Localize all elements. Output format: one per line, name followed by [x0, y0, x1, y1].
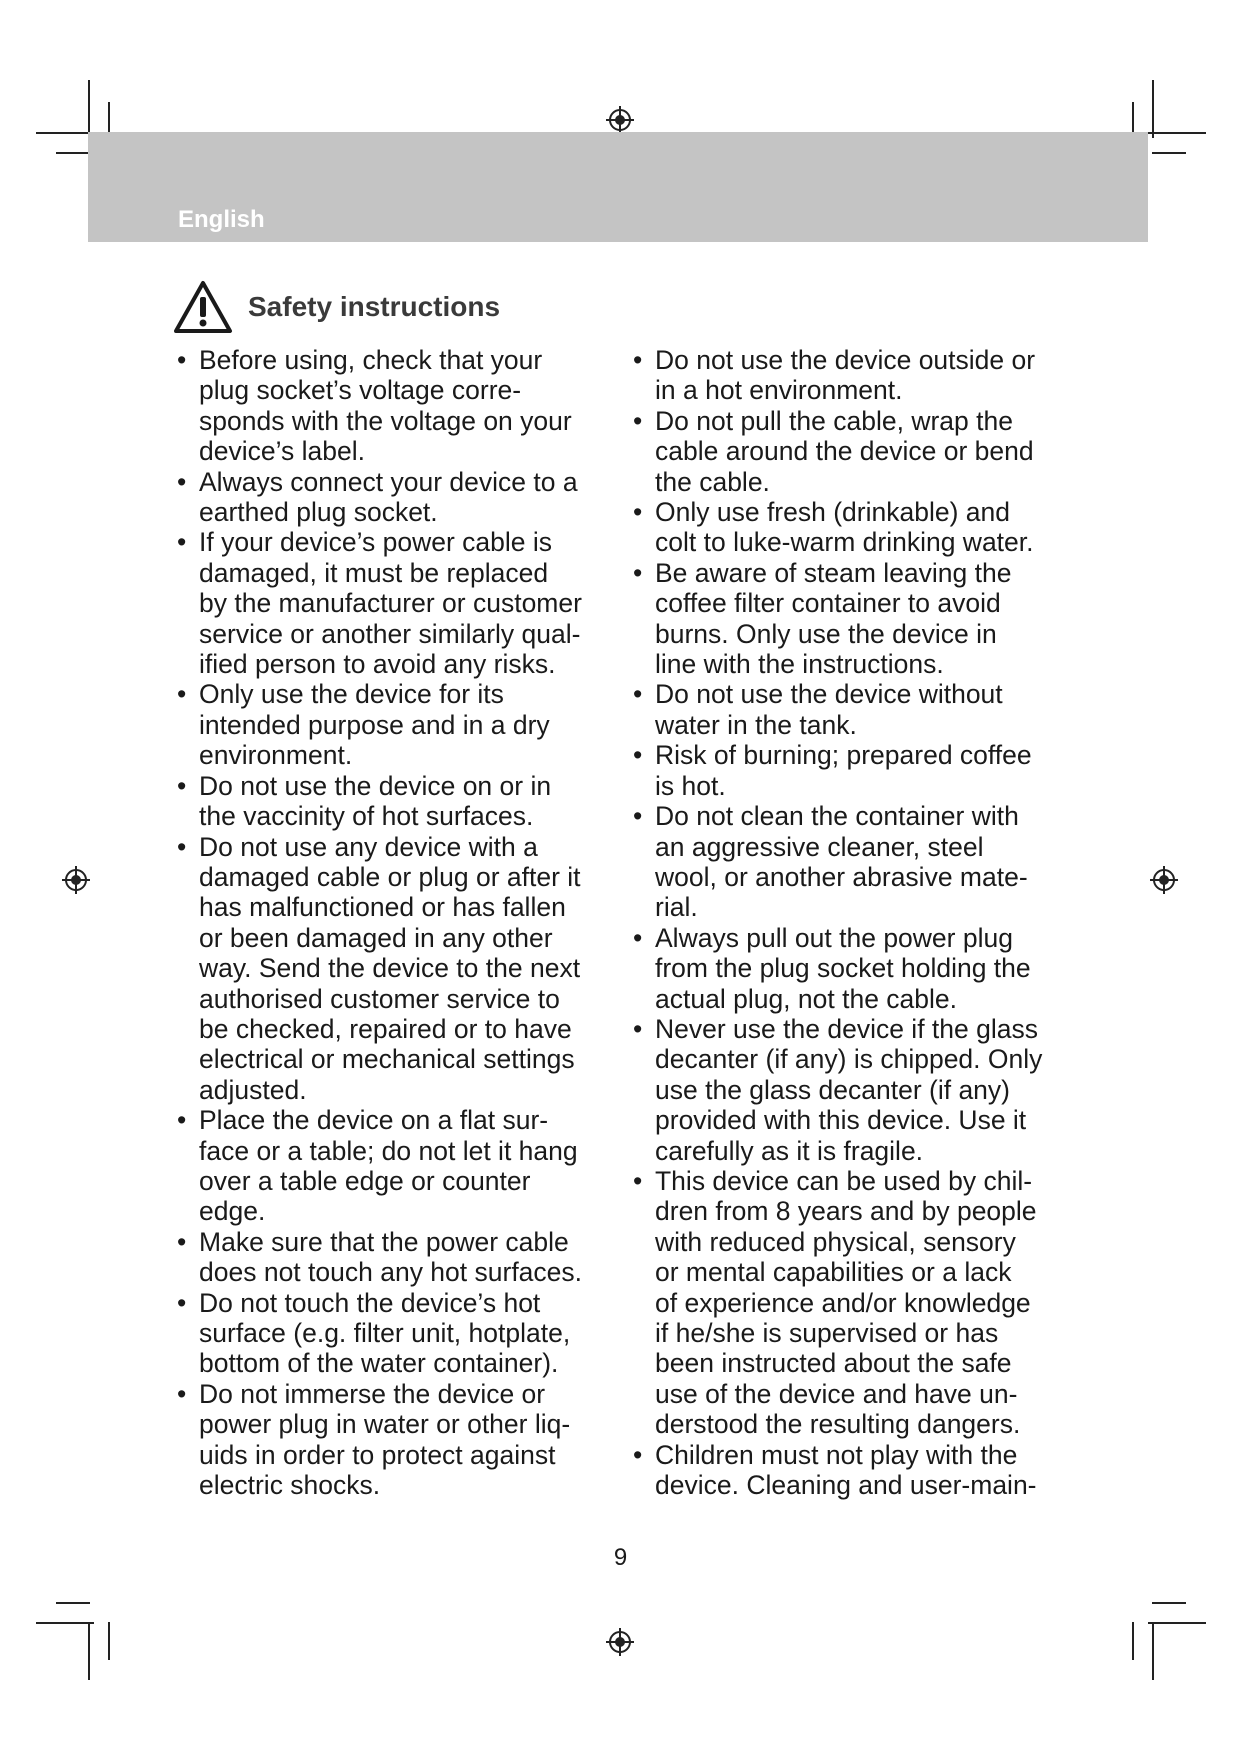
bullet: •	[177, 1287, 187, 1318]
list-item-text: Always connect your device to a earthed plug socket.	[199, 466, 578, 528]
bullet: •	[177, 1105, 187, 1136]
list-item-text: Only use fresh (drinkable) and colt to luke-warm drinking water.	[655, 497, 1034, 558]
list-item-text: This device can be used by chil- dren from 8 years and by people with reduced physical, sensory or mental capabilities or a lack of experience and/or knowledge if he/she is supervised or has been instructed about the safe use of the device and have un- derstood the resulting dangers.	[655, 1165, 1037, 1440]
bullet: •	[177, 679, 187, 710]
page-number: 9	[613, 1544, 628, 1571]
list-item-text: Do not use any device with a damaged cable or plug or after it has malfunctioned or has fallen or been damaged in any other way. Send the device to the next authorised customer service to be checked, repaired or to have electrical or mechanical settings adjusted.	[199, 831, 581, 1105]
crop-mark	[56, 152, 90, 154]
list-item	[633, 406, 1083, 497]
list-item	[177, 467, 622, 528]
left-instructions-list	[177, 345, 622, 1500]
list-item-text: Do not use the device outside or in a hot environment.	[655, 345, 1036, 406]
crop-mark	[88, 80, 90, 138]
list-item-text: Do not clean the container with an aggressive cleaner, steel wool, or another abrasive mate- rial.	[655, 801, 1028, 923]
bullet: •	[633, 345, 643, 375]
list-item-text: Before using, check that your plug socket’s voltage corre- sponds with the voltage on your device’s label.	[199, 345, 572, 467]
list-item-text: Place the device on a flat sur- face or a table; do not let it hang over a table edge or counter edge.	[199, 1105, 578, 1227]
list-item	[633, 801, 1083, 923]
list-item	[633, 679, 1083, 740]
warning-triangle-icon	[172, 279, 234, 335]
list-item	[177, 832, 622, 1106]
bullet: •	[633, 1013, 643, 1044]
list-item	[177, 679, 622, 770]
header-band	[88, 132, 1148, 242]
list-item-text: Do not touch the device’s hot surface (e.g. filter unit, hotplate, bottom of the water container).	[199, 1287, 571, 1379]
list-item-text: Be aware of steam leaving the coffee filter container to avoid burns. Only use the device in line with the instructions.	[655, 557, 1012, 680]
list-item	[177, 1105, 622, 1227]
crop-mark	[1152, 1602, 1186, 1604]
list-item-text: Never use the device if the glass decanter (if any) is chipped. Only use the glass decanter (if any) provided with this device. Use it carefully as it is fragile.	[655, 1013, 1043, 1166]
list-item-text: Do not use the device on or in the vaccinity of hot surfaces.	[199, 770, 552, 832]
crop-mark	[1152, 152, 1186, 154]
list-item	[633, 1166, 1083, 1440]
list-item-text: Risk of burning; prepared coffee is hot.	[655, 740, 1032, 801]
registration-mark-icon	[62, 866, 90, 894]
registration-mark-icon	[606, 106, 634, 134]
crop-mark	[36, 132, 94, 134]
list-item	[177, 771, 622, 832]
bullet: •	[633, 740, 643, 771]
list-item	[177, 1379, 622, 1501]
bullet: •	[633, 1439, 643, 1470]
crop-mark	[1148, 132, 1206, 134]
list-item	[633, 1014, 1083, 1166]
list-item-text: Do not use the device without water in the tank.	[655, 679, 1003, 740]
crop-mark	[88, 1622, 90, 1680]
list-item	[633, 345, 1083, 406]
bullet: •	[177, 1378, 187, 1409]
list-item	[177, 1227, 622, 1288]
bullet: •	[177, 770, 187, 801]
list-item-text: Children must not play with the device. Cleaning and user-main-	[655, 1439, 1037, 1501]
crop-mark	[108, 1622, 110, 1660]
crop-mark	[56, 1602, 90, 1604]
bullet: •	[633, 801, 643, 832]
list-item-text: Only use the device for its intended purpose and in a dry environment.	[199, 679, 550, 771]
bullet: •	[633, 922, 643, 953]
right-instructions-list	[633, 345, 1083, 1500]
list-item	[177, 527, 622, 679]
bullet: •	[177, 345, 187, 375]
bullet: •	[633, 557, 643, 588]
list-item	[633, 923, 1083, 1014]
bullet: •	[177, 527, 187, 558]
list-item	[633, 558, 1083, 680]
list-item	[177, 345, 622, 467]
bullet: •	[633, 497, 643, 528]
registration-mark-icon	[606, 1628, 634, 1656]
bullet: •	[177, 1226, 187, 1257]
registration-mark-icon	[1150, 866, 1178, 894]
bullet: •	[633, 1165, 643, 1196]
crop-mark	[1132, 1622, 1134, 1660]
list-item	[633, 1440, 1083, 1501]
crop-mark	[1148, 1622, 1206, 1624]
language-label: English	[178, 206, 265, 233]
list-item-text: Make sure that the power cable does not touch any hot surfaces.	[199, 1226, 583, 1288]
crop-mark	[36, 1622, 94, 1624]
bullet: •	[177, 831, 187, 862]
list-item	[633, 497, 1083, 558]
list-item-text: Always pull out the power plug from the plug socket holding the actual plug, not the cable.	[655, 922, 1031, 1014]
list-item	[177, 1288, 622, 1379]
bullet: •	[633, 405, 643, 436]
bullet: •	[177, 466, 187, 497]
list-item	[633, 740, 1083, 801]
list-item-text: If your device’s power cable is damaged, it must be replaced by the manufacturer or customer service or another similarly qual- ified person to avoid any risks.	[199, 527, 582, 680]
crop-mark	[1152, 80, 1154, 138]
list-item-text: Do not pull the cable, wrap the cable around the device or bend the cable.	[655, 405, 1034, 497]
bullet: •	[633, 679, 643, 710]
section-heading	[172, 277, 500, 337]
crop-mark	[1152, 1622, 1154, 1680]
list-item-text: Do not immerse the device or power plug in water or other liq- uids in order to protect against electric shocks.	[199, 1378, 571, 1501]
section-title: Safety instructions	[248, 291, 501, 322]
